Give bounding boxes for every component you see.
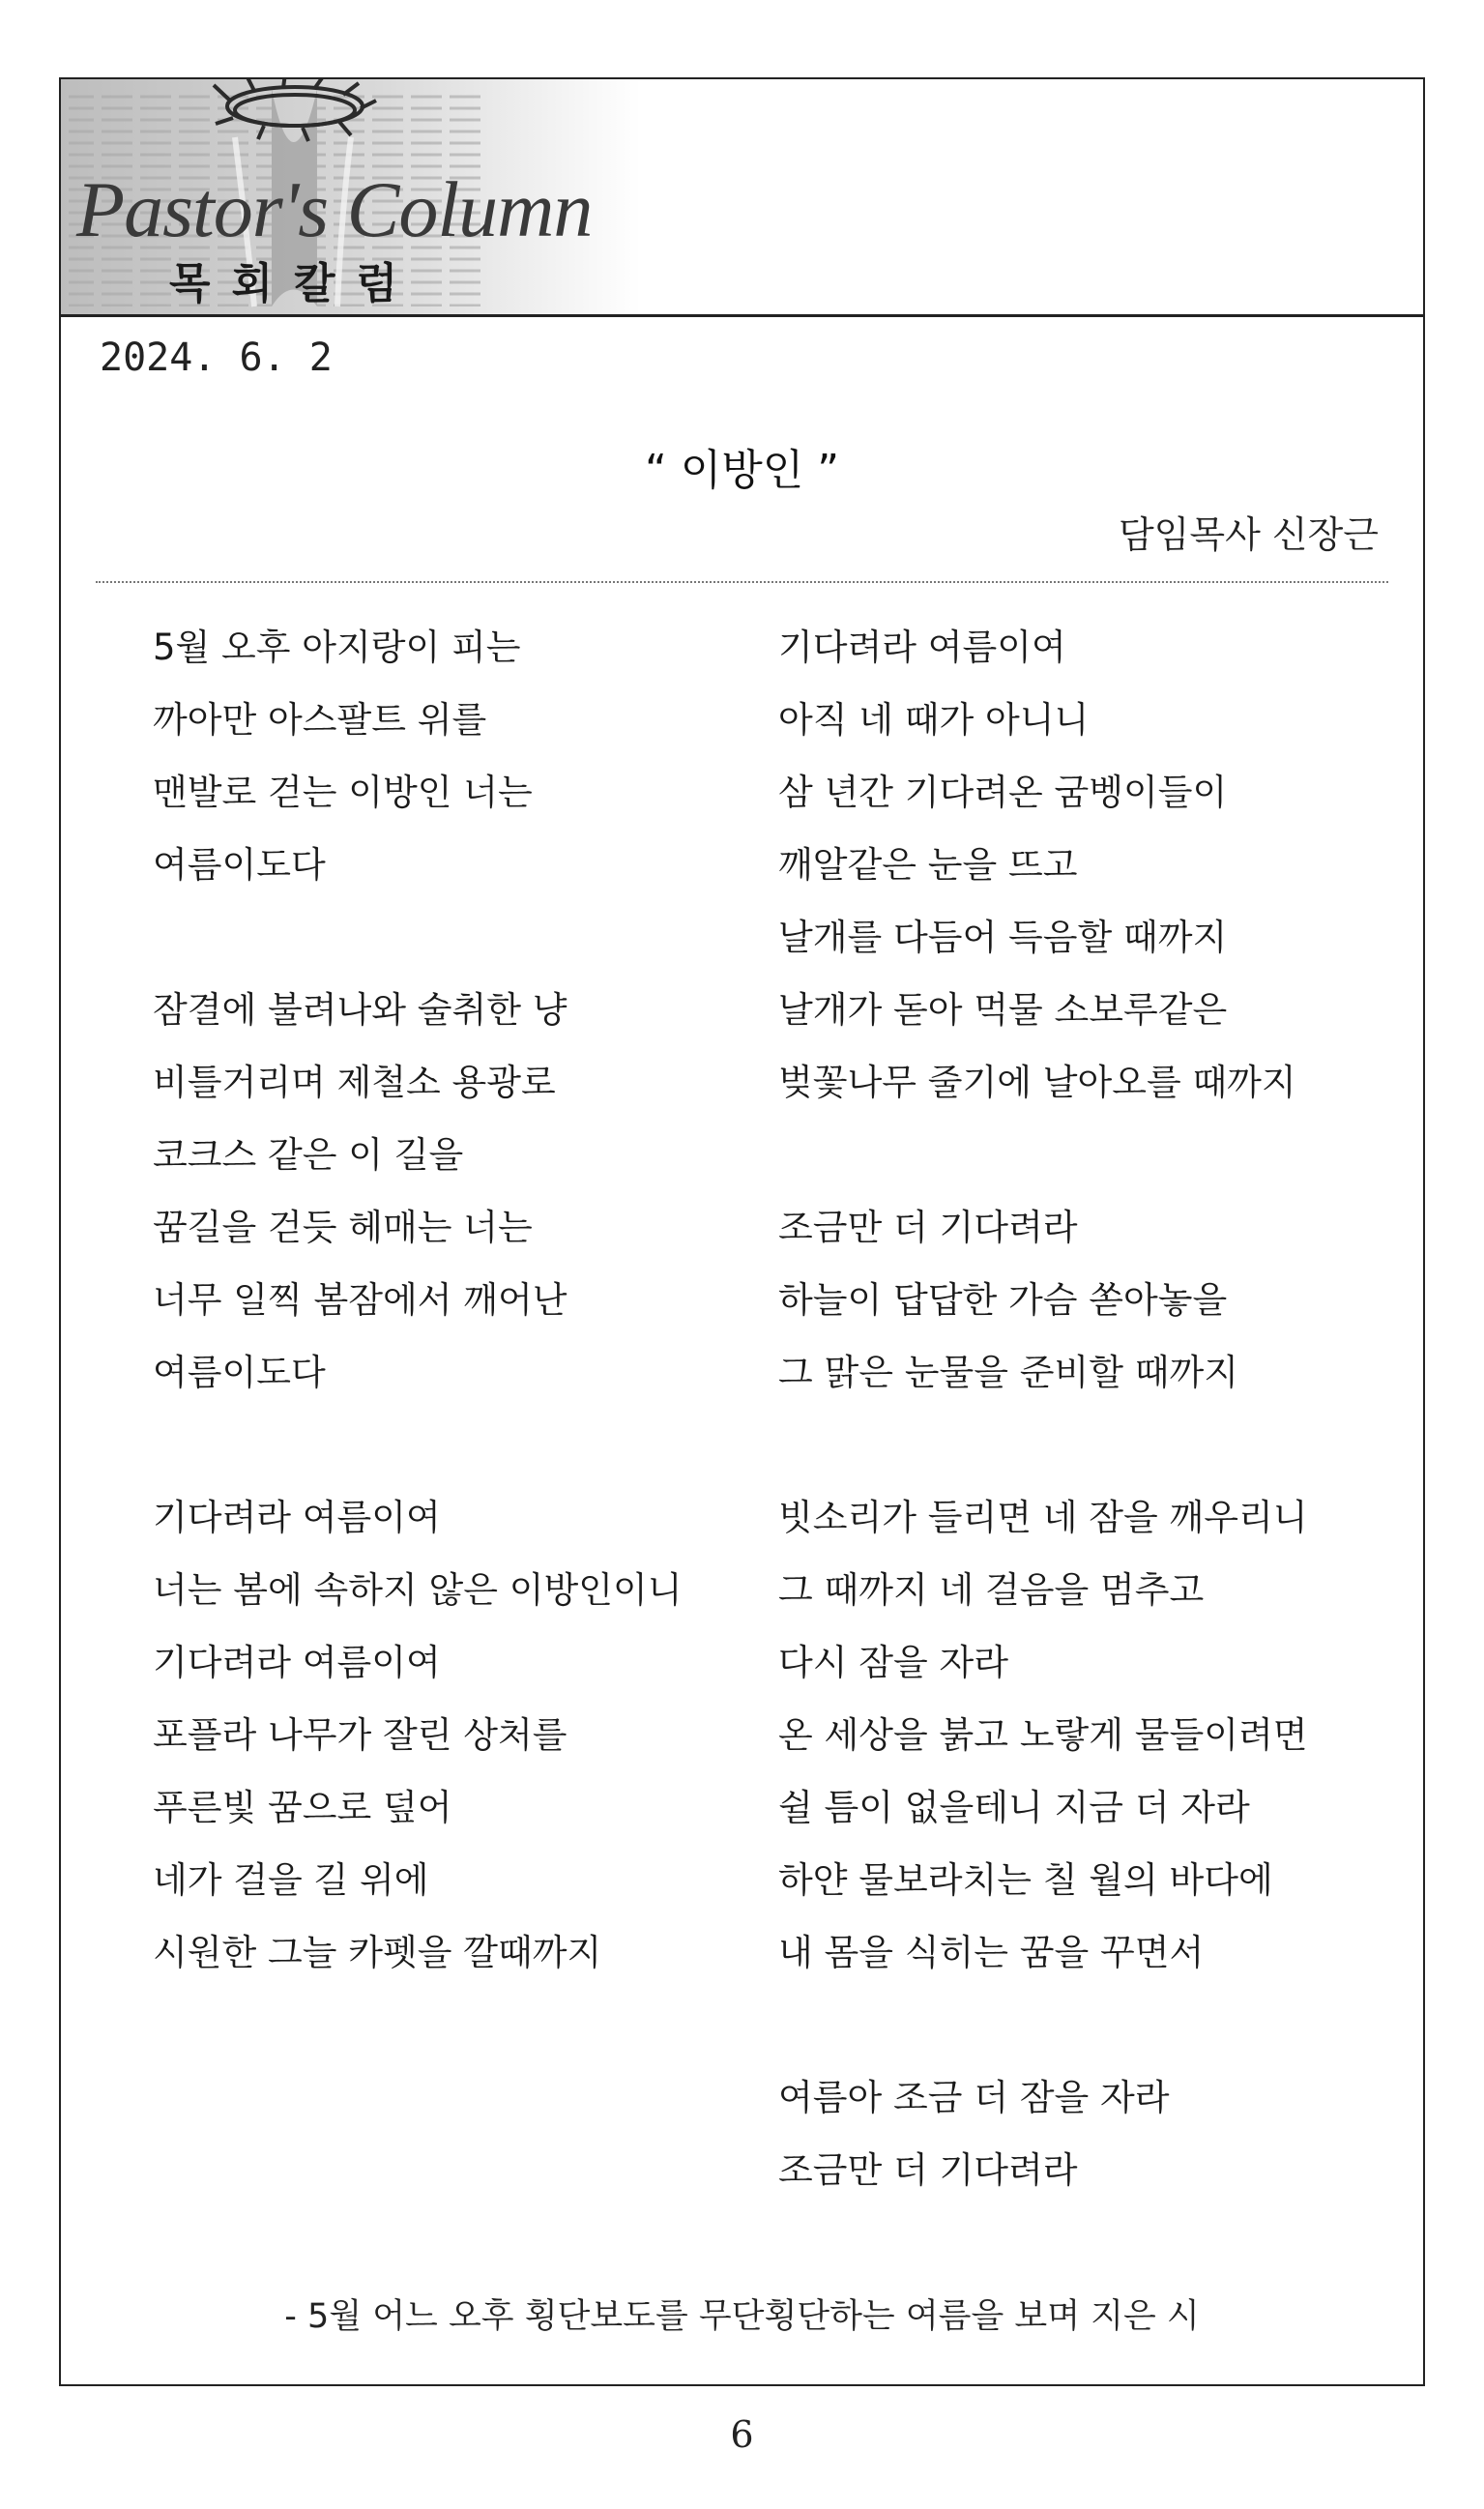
poem-line: 까아만 아스팔트 위를 xyxy=(153,699,487,741)
stanza-break xyxy=(778,1119,1307,1191)
dotted-divider xyxy=(96,581,1388,583)
column-header xyxy=(61,79,1423,317)
poem-line: 하얀 물보라치는 칠 월의 바다에 xyxy=(778,1859,1273,1901)
poem-line: 잠결에 불려나와 술취한 냥 xyxy=(153,989,567,1031)
poem-line: 너는 봄에 속하지 않은 이방인이니 xyxy=(153,1569,683,1611)
poem-right-column xyxy=(778,611,1307,2206)
poem-line: 맨발로 걷는 이방인 너는 xyxy=(153,772,533,813)
poem-line: 깨알같은 눈을 뜨고 xyxy=(778,844,1078,886)
page-number: 6 xyxy=(730,2413,754,2456)
banner-title: Pastor's Column xyxy=(76,165,593,253)
poem-line: 여름아 조금 더 잠을 자라 xyxy=(778,2077,1170,2118)
poem-line: 포플라 나무가 잘린 상처를 xyxy=(153,1714,567,1756)
poem-title: “ 이방인 ” xyxy=(644,446,840,495)
column-frame xyxy=(59,77,1425,2386)
stanza-break xyxy=(778,1409,1307,1481)
poem-line: 쉴 틈이 없을테니 지금 더 자라 xyxy=(778,1787,1250,1828)
poem-line: 네가 걸을 길 위에 xyxy=(153,1859,429,1901)
poem-line: 벚꽃나무 줄기에 날아오를 때까지 xyxy=(778,1062,1296,1103)
column-date: 2024. 6. 2 xyxy=(100,336,333,380)
poem-footnote: - 5월 어느 오후 횡단보도를 무단횡단하는 여름을 보며 지은 시 xyxy=(284,2297,1200,2336)
poem-line: 푸른빛 꿈으로 덮어 xyxy=(153,1787,452,1828)
poem-line: 그 맑은 눈물을 준비할 때까지 xyxy=(778,1352,1238,1393)
poem-line: 날개가 돋아 먹물 소보루같은 xyxy=(778,989,1228,1031)
poem-line: 여름이도다 xyxy=(153,844,326,886)
poem-line: 그 때까지 네 걸음을 멈추고 xyxy=(778,1569,1205,1611)
poem-line: 내 몸을 식히는 꿈을 꾸면서 xyxy=(778,1932,1205,1973)
poem-line: 너무 일찍 봄잠에서 깨어난 xyxy=(153,1279,567,1321)
poem-line: 날개를 다듬어 득음할 때까지 xyxy=(778,917,1228,958)
poem-line: 꿈길을 걷듯 헤매는 너는 xyxy=(153,1207,533,1248)
poem-line: 비틀거리며 제철소 용광로 xyxy=(153,1062,556,1103)
poem-line: 조금만 더 기다려라 xyxy=(778,2149,1078,2191)
poem-line: 온 세상을 붉고 노랗게 물들이려면 xyxy=(778,1714,1308,1756)
poem-line: 아직 네 때가 아니니 xyxy=(778,699,1090,741)
poem-line: 시원한 그늘 카펫을 깔때까지 xyxy=(153,1932,602,1973)
banner-subtitle: 목회칼럼 xyxy=(169,259,420,308)
poem-line: 여름이도다 xyxy=(153,1352,326,1393)
poem-line: 기다려라 여름이여 xyxy=(153,1497,441,1538)
stanza-break xyxy=(153,1409,682,1481)
poem-line: 기다려라 여름이여 xyxy=(778,627,1066,668)
poem-author: 담임목사 신장근 xyxy=(1118,513,1379,556)
poem-line: 삼 년간 기다려온 굼벵이들이 xyxy=(778,772,1228,813)
stanza-break xyxy=(153,901,682,974)
poem-line: 5월 오후 아지랑이 피는 xyxy=(153,627,521,668)
poem-line: 다시 잠을 자라 xyxy=(778,1642,1008,1683)
poem-left-column xyxy=(153,611,682,1989)
poem-line: 기다려라 여름이여 xyxy=(153,1642,441,1683)
stanza-break xyxy=(778,1989,1307,2061)
poem-line: 코크스 같은 이 길을 xyxy=(153,1134,464,1176)
poem-line: 하늘이 답답한 가슴 쏟아놓을 xyxy=(778,1279,1228,1321)
poem-line: 조금만 더 기다려라 xyxy=(778,1207,1078,1248)
poem-line: 빗소리가 들리면 네 잠을 깨우리니 xyxy=(778,1497,1308,1538)
